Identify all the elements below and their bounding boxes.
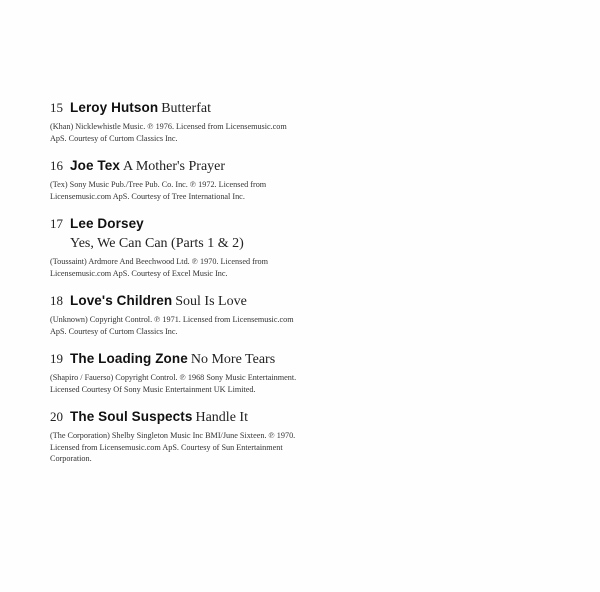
track-number: 17 (50, 216, 63, 231)
track-credits: (Shapiro / Fauerso) Copyright Control. ℗ 1968 Sony Music Entertainment. Licensed Courtesy Of Sony Music Entertainment UK Limited. (50, 373, 297, 394)
track-credits: (Toussaint) Ardmore And Beechwood Ltd. ℗ 1970. Licensed from Licensemusic.com ApS. Courtesy of Excel Music Inc. (50, 257, 269, 278)
track-number: 18 (50, 293, 63, 308)
track-title: A Mother's Prayer (122, 159, 226, 174)
track-heading (50, 156, 310, 176)
track-title: No More Tears (190, 352, 276, 367)
track-heading (50, 291, 310, 311)
track-artist: Leroy Hutson (70, 100, 159, 115)
track-credits: (Tex) Sony Music Pub./Tree Pub. Co. Inc. ℗ 1972. Licensed from Licensemusic.com ApS. Courtesy of Tree International Inc. (50, 180, 267, 201)
track-heading (50, 349, 310, 369)
track-title: Butterfat (161, 101, 211, 116)
track-artist: Joe Tex (70, 158, 120, 173)
track-artist: Love's Children (70, 293, 173, 308)
track-20 (50, 407, 310, 465)
track-number: 19 (50, 351, 63, 366)
track-number: 15 (50, 100, 63, 115)
track-artist: Lee Dorsey (70, 216, 144, 231)
track-list (50, 98, 310, 465)
track-title: Soul Is Love (175, 294, 247, 309)
track-15 (50, 98, 310, 144)
track-heading (50, 407, 310, 427)
track-number: 20 (50, 409, 63, 424)
track-number: 16 (50, 158, 63, 173)
track-artist: The Loading Zone (70, 351, 188, 366)
track-16 (50, 156, 310, 202)
track-19 (50, 349, 310, 395)
track-heading (50, 98, 310, 118)
track-title: Yes, We Can Can (Parts 1 & 2) (70, 236, 244, 251)
track-credits: (Khan) Nicklewhistle Music. ℗ 1976. Licensed from Licensemusic.com ApS. Courtesy of Curtom Classics Inc. (50, 122, 287, 143)
track-17 (50, 214, 310, 279)
track-heading (50, 214, 310, 253)
track-credits: (The Corporation) Shelby Singleton Music Inc BMI/June Sixteen. ℗ 1970. Licensed from Licensemusic.com ApS. Courtesy of Sun Entertainment Corporation. (50, 431, 296, 463)
track-18 (50, 291, 310, 337)
track-credits: (Unknown) Copyright Control. ℗ 1971. Licensed from Licensemusic.com ApS. Courtesy of Curtom Classics Inc. (50, 315, 294, 336)
track-artist: The Soul Suspects (70, 409, 193, 424)
track-title: Handle It (195, 410, 248, 425)
